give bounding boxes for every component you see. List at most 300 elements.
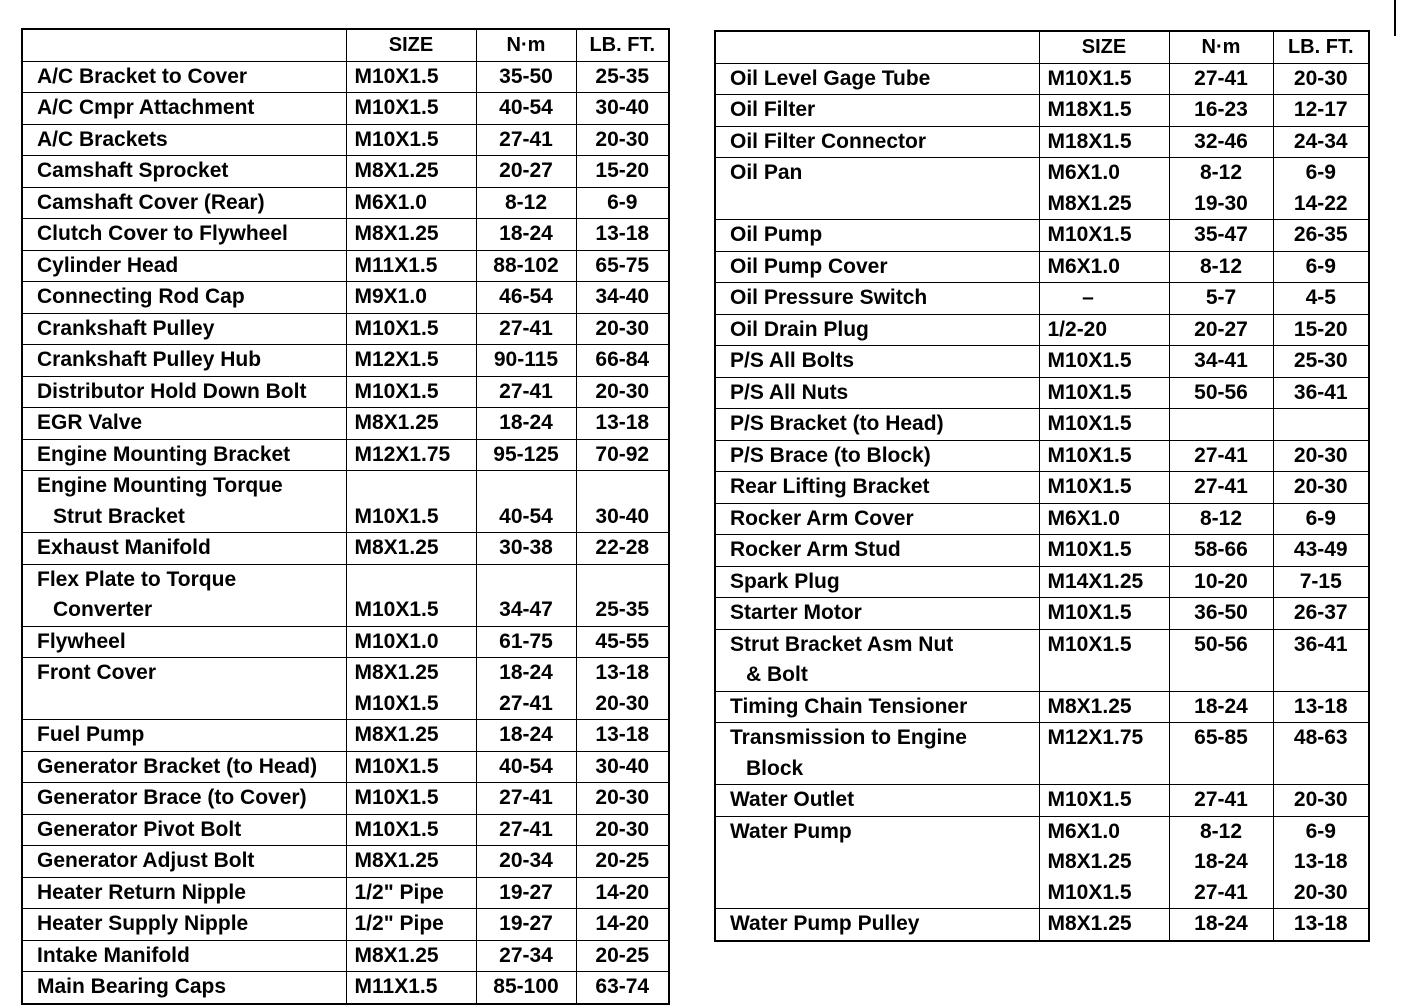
part-name-text: Engine Mounting Bracket (37, 442, 291, 466)
part-name-cell (22, 940, 346, 972)
size-text: M6X1.0 (1047, 819, 1120, 843)
lbft-cell (1273, 566, 1369, 598)
nm-text: 18-24 (1194, 850, 1248, 873)
nm-cell (1169, 95, 1273, 127)
lbft-text: 4-5 (1305, 286, 1336, 309)
nm-text: 18-24 (499, 411, 553, 434)
nm-cell (1169, 220, 1273, 252)
table-row (22, 720, 669, 752)
nm-text: 27-41 (499, 127, 553, 151)
lbft-text: 15-20 (595, 159, 650, 182)
nm-text: 35-50 (499, 64, 553, 88)
nm-text: 40-54 (499, 504, 553, 528)
size-text: M12X1.5 (354, 348, 439, 371)
size-text: M10X1.5 (354, 127, 439, 151)
part-name-cell (22, 219, 346, 251)
size-cell (346, 408, 476, 440)
nm-text: 61-75 (499, 629, 553, 653)
header-size: SIZE (1039, 31, 1169, 63)
size-cell (1039, 440, 1169, 472)
lbft-text: 30-40 (595, 754, 650, 778)
nm-cell (476, 219, 576, 251)
lbft-cell (1273, 314, 1369, 346)
table-row (22, 250, 669, 282)
lbft-text: 20-30 (595, 316, 650, 340)
size-cell (1039, 785, 1169, 817)
nm-cell (476, 187, 576, 219)
size-text: 1/2-20 (1047, 317, 1108, 341)
part-name-cell (715, 440, 1039, 472)
table-row (22, 658, 669, 720)
table-row (715, 283, 1369, 315)
part-name-cell (22, 626, 346, 658)
torque-table-right (714, 30, 1370, 942)
lbft-text: 70-92 (595, 442, 650, 466)
part-name-text: Oil Pump (730, 223, 823, 246)
lbft-cell (576, 533, 669, 565)
nm-text: 5-7 (1205, 286, 1237, 309)
table-row (715, 909, 1369, 941)
nm-text: 27-41 (1194, 443, 1248, 467)
part-name-cell (715, 503, 1039, 535)
nm-text: 8-12 (1199, 819, 1243, 843)
header-part (22, 29, 346, 61)
lbft-cell (1273, 503, 1369, 535)
nm-cell (1169, 346, 1273, 378)
part-name-cell (22, 376, 346, 408)
nm-cell (1169, 377, 1273, 409)
lbft-cell (1273, 598, 1369, 630)
table-row (715, 629, 1369, 691)
size-cell (346, 909, 476, 941)
part-name-cell (715, 816, 1039, 909)
size-text: M10X1.5 (1047, 412, 1132, 435)
part-name-cell (22, 533, 346, 565)
part-name-text: Oil Drain Plug (730, 317, 869, 341)
part-name-text: Starter Motor (730, 601, 862, 624)
size-text: M10X1.5 (1047, 380, 1132, 404)
size-text: M8X1.25 (1047, 912, 1132, 935)
part-name-cell (22, 61, 346, 93)
size-text: M8X1.25 (1047, 850, 1132, 873)
lbft-cell (1273, 691, 1369, 723)
nm-cell (1169, 785, 1273, 817)
lbft-cell (576, 376, 669, 408)
lbft-text: 13-18 (595, 411, 650, 434)
size-text: M8X1.25 (354, 222, 439, 245)
part-name-text: Intake Manifold (37, 943, 190, 967)
part-name-cell (715, 220, 1039, 252)
table-row (22, 376, 669, 408)
lbft-text: 24-34 (1293, 129, 1348, 153)
part-name-text: Engine Mounting Torque (37, 474, 283, 497)
lbft-text: 30-40 (595, 96, 650, 119)
size-text: – (1082, 286, 1094, 309)
nm-text: 40-54 (499, 96, 553, 119)
nm-cell (476, 783, 576, 815)
nm-cell (1169, 535, 1273, 567)
table-row (22, 61, 669, 93)
part-name-cell (715, 283, 1039, 315)
size-cell (1039, 816, 1169, 909)
part-name-text: Heater Supply Nipple (37, 912, 249, 935)
lbft-cell (1273, 816, 1369, 909)
lbft-text: 20-30 (595, 379, 650, 403)
size-text: M18X1.5 (1047, 98, 1132, 121)
header-lbft: LB. FT. (576, 29, 669, 61)
size-text: M12X1.75 (1047, 726, 1144, 749)
table-row (22, 93, 669, 125)
table-row (715, 472, 1369, 504)
table-row (715, 409, 1369, 441)
size-text: M10X1.5 (1047, 788, 1132, 811)
lbft-text: 7-15 (1299, 569, 1342, 593)
lbft-cell (576, 814, 669, 846)
table-row (22, 564, 669, 626)
size-text: 1/2" Pipe (354, 880, 444, 904)
table-row (22, 846, 669, 878)
part-name-cell (715, 314, 1039, 346)
lbft-cell (576, 846, 669, 878)
part-name-cell (22, 439, 346, 471)
size-text: M14X1.25 (1047, 569, 1144, 593)
lbft-cell (576, 751, 669, 783)
lbft-cell (1273, 158, 1369, 220)
table-row (22, 313, 669, 345)
nm-text: 40-54 (499, 754, 553, 778)
nm-cell (476, 972, 576, 1004)
nm-text: 32-46 (1194, 129, 1248, 153)
part-name-cell (22, 93, 346, 125)
lbft-cell (576, 564, 669, 626)
part-name-cell (715, 598, 1039, 630)
lbft-text: 26-37 (1293, 601, 1348, 624)
nm-text: 95-125 (493, 442, 559, 466)
size-cell (346, 250, 476, 282)
lbft-text: 20-30 (1293, 443, 1348, 467)
size-cell (346, 533, 476, 565)
table-row (715, 220, 1369, 252)
part-name-cell (22, 250, 346, 282)
part-name-cell (715, 472, 1039, 504)
size-cell (346, 376, 476, 408)
lbft-text: 6-9 (1305, 254, 1336, 278)
table-row (22, 345, 669, 377)
lbft-text: 22-28 (595, 536, 650, 559)
table-row (22, 156, 669, 188)
table-row (715, 723, 1369, 785)
lbft-text: 20-30 (595, 817, 650, 841)
size-text: M10X1.5 (1047, 475, 1132, 498)
size-text: M10X1.5 (354, 64, 439, 88)
lbft-cell (1273, 723, 1369, 785)
nm-cell (1169, 472, 1273, 504)
nm-cell (1169, 409, 1273, 441)
lbft-cell (576, 61, 669, 93)
nm-cell (1169, 440, 1273, 472)
part-name-cell (22, 408, 346, 440)
size-cell (346, 658, 476, 720)
size-text: M10X1.5 (354, 786, 439, 809)
lbft-cell (1273, 126, 1369, 158)
size-text: M10X1.5 (1047, 349, 1132, 372)
part-name-text: Generator Pivot Bolt (37, 817, 242, 841)
lbft-text: 20-30 (595, 691, 650, 715)
lbft-text: 20-30 (1293, 880, 1348, 904)
nm-cell (476, 814, 576, 846)
size-cell (346, 93, 476, 125)
table-row (715, 816, 1369, 909)
header-nm: N·m (1169, 31, 1273, 63)
part-name-text: Flywheel (37, 629, 126, 653)
size-cell (346, 219, 476, 251)
nm-text: 18-24 (1194, 912, 1248, 935)
size-cell (346, 345, 476, 377)
part-name-cell (22, 313, 346, 345)
part-name-text: & Bolt (746, 663, 808, 686)
nm-text: 18-24 (499, 723, 553, 746)
size-text: M11X1.5 (354, 975, 438, 998)
lbft-cell (576, 313, 669, 345)
nm-cell (476, 313, 576, 345)
part-name-text: Exhaust Manifold (37, 536, 211, 559)
size-cell (346, 751, 476, 783)
part-name-cell (22, 187, 346, 219)
size-cell (346, 877, 476, 909)
table-row (715, 95, 1369, 127)
lbft-cell (576, 877, 669, 909)
header-size: SIZE (346, 29, 476, 61)
part-name-text: Oil Pressure Switch (730, 286, 928, 309)
lbft-text: 6-9 (1305, 819, 1336, 843)
part-name-text: Clutch Cover to Flywheel (37, 222, 288, 245)
lbft-cell (576, 720, 669, 752)
lbft-text: 20-25 (595, 849, 650, 872)
lbft-cell (1273, 440, 1369, 472)
size-text: M10X1.5 (1047, 443, 1132, 467)
size-cell (1039, 346, 1169, 378)
part-name-cell (715, 535, 1039, 567)
size-text: M10X1.5 (354, 316, 439, 340)
lbft-cell (576, 972, 669, 1004)
part-name-text: Oil Filter (730, 98, 816, 121)
lbft-cell (576, 124, 669, 156)
nm-cell (1169, 598, 1273, 630)
lbft-text: 20-25 (595, 943, 650, 967)
nm-cell (476, 471, 576, 533)
size-cell (1039, 566, 1169, 598)
lbft-text: 13-18 (1293, 912, 1348, 935)
nm-cell (476, 909, 576, 941)
part-name-cell (715, 126, 1039, 158)
nm-text: 27-41 (499, 786, 553, 809)
table-row (22, 124, 669, 156)
size-cell (346, 156, 476, 188)
part-name-text: Crankshaft Pulley Hub (37, 348, 262, 371)
part-name-text: Generator Brace (to Cover) (37, 786, 307, 809)
size-text: M8X1.25 (354, 411, 439, 434)
lbft-cell (576, 658, 669, 720)
part-name-cell (715, 566, 1039, 598)
nm-text: 8-12 (1199, 161, 1243, 184)
lbft-text: 20-30 (595, 127, 650, 151)
nm-text: 27-41 (499, 316, 553, 340)
part-name-text: Converter (53, 598, 153, 621)
part-name-cell (715, 95, 1039, 127)
lbft-text: 48-63 (1293, 726, 1348, 749)
lbft-cell (1273, 63, 1369, 95)
nm-text: 10-20 (1194, 569, 1248, 593)
nm-text: 46-54 (499, 285, 553, 308)
size-text: M8X1.25 (354, 849, 439, 872)
nm-text: 27-41 (1194, 66, 1248, 90)
part-name-cell (22, 345, 346, 377)
nm-cell (1169, 251, 1273, 283)
table-row (715, 377, 1369, 409)
size-text: M10X1.0 (354, 629, 439, 653)
size-text: M10X1.5 (1047, 632, 1132, 656)
part-name-text: Flex Plate to Torque (37, 567, 237, 591)
part-name-text: Block (746, 756, 804, 780)
header-row (715, 31, 1369, 63)
nm-cell (476, 877, 576, 909)
table-row (22, 783, 669, 815)
part-name-cell (715, 63, 1039, 95)
lbft-cell (1273, 785, 1369, 817)
table-row (715, 251, 1369, 283)
lbft-text: 6-9 (1305, 161, 1336, 184)
lbft-text: 45-55 (595, 629, 650, 653)
nm-text: 19-27 (499, 880, 553, 904)
size-cell (1039, 377, 1169, 409)
size-cell (346, 313, 476, 345)
torque-table-left-body (22, 61, 669, 1004)
lbft-cell (576, 187, 669, 219)
nm-text: 58-66 (1194, 538, 1248, 561)
lbft-text: 13-18 (595, 723, 650, 746)
part-name-cell (715, 409, 1039, 441)
part-name-cell (22, 658, 346, 720)
nm-cell (1169, 566, 1273, 598)
size-cell (346, 187, 476, 219)
nm-text: 19-30 (1194, 191, 1248, 215)
lbft-cell (576, 93, 669, 125)
table-row (715, 314, 1369, 346)
part-name-cell (22, 751, 346, 783)
lbft-text: 14-20 (595, 880, 650, 904)
part-name-cell (22, 282, 346, 314)
table-row (22, 408, 669, 440)
size-cell (346, 61, 476, 93)
size-text: M10X1.5 (354, 754, 439, 778)
part-name-text: Front Cover (37, 661, 157, 684)
lbft-cell (1273, 251, 1369, 283)
lbft-text: 6-9 (1305, 506, 1336, 530)
lbft-text: 14-22 (1293, 191, 1348, 215)
nm-text: 16-23 (1194, 98, 1248, 121)
lbft-cell (576, 219, 669, 251)
nm-text: 50-56 (1194, 380, 1248, 404)
part-name-cell (22, 783, 346, 815)
size-cell (1039, 158, 1169, 220)
size-text: M10X1.5 (1047, 880, 1132, 904)
size-cell (1039, 691, 1169, 723)
nm-text: 8-12 (504, 190, 548, 214)
lbft-text: 15-20 (1293, 317, 1348, 341)
size-text: M8X1.25 (354, 943, 439, 967)
lbft-cell (576, 471, 669, 533)
nm-cell (1169, 723, 1273, 785)
size-cell (1039, 598, 1169, 630)
nm-text: 27-41 (499, 817, 553, 841)
part-name-cell (715, 723, 1039, 785)
size-cell (346, 471, 476, 533)
size-text: M8X1.25 (354, 723, 439, 746)
part-name-cell (22, 720, 346, 752)
part-name-text: P/S All Nuts (730, 380, 849, 404)
part-name-text: Cylinder Head (37, 253, 179, 277)
nm-cell (1169, 283, 1273, 315)
part-name-text: Crankshaft Pulley (37, 316, 215, 340)
table-row (22, 940, 669, 972)
part-name-text: P/S Brace (to Block) (730, 443, 931, 467)
size-text: M10X1.5 (1047, 223, 1132, 246)
nm-text: 27-41 (1194, 788, 1248, 811)
lbft-text: 20-30 (1293, 788, 1348, 811)
lbft-text: 36-41 (1293, 380, 1348, 404)
part-name-cell (22, 471, 346, 533)
lbft-cell (1273, 95, 1369, 127)
lbft-cell (576, 909, 669, 941)
nm-text: 8-12 (1199, 254, 1243, 278)
lbft-cell (1273, 283, 1369, 315)
lbft-text: 13-18 (595, 661, 650, 684)
lbft-cell (576, 156, 669, 188)
size-text: M10X1.5 (354, 379, 439, 403)
part-name-text: P/S Bracket (to Head) (730, 412, 944, 435)
nm-cell (476, 156, 576, 188)
lbft-text: 26-35 (1293, 223, 1348, 246)
size-cell (1039, 535, 1169, 567)
nm-cell (1169, 909, 1273, 941)
lbft-text: 20-30 (1293, 475, 1348, 498)
part-name-text: Rocker Arm Stud (730, 538, 901, 561)
lbft-text: 20-30 (595, 786, 650, 809)
nm-text: 36-50 (1194, 601, 1248, 624)
part-name-cell (715, 691, 1039, 723)
nm-cell (476, 282, 576, 314)
part-name-cell (715, 158, 1039, 220)
size-text: 1/2" Pipe (354, 912, 444, 935)
size-text: M6X1.0 (1047, 254, 1120, 278)
nm-cell (476, 940, 576, 972)
lbft-text: 43-49 (1293, 538, 1348, 561)
size-text: M10X1.5 (1047, 66, 1132, 90)
size-cell (346, 783, 476, 815)
part-name-cell (22, 564, 346, 626)
table-row (715, 440, 1369, 472)
table-row (715, 503, 1369, 535)
part-name-text: Oil Pan (730, 161, 803, 184)
part-name-text: Rocker Arm Cover (730, 506, 914, 530)
table-row (715, 346, 1369, 378)
size-text: M8X1.25 (1047, 191, 1132, 215)
size-cell (1039, 251, 1169, 283)
nm-cell (476, 376, 576, 408)
lbft-text: 12-17 (1293, 98, 1348, 121)
lbft-cell (1273, 472, 1369, 504)
lbft-cell (1273, 346, 1369, 378)
